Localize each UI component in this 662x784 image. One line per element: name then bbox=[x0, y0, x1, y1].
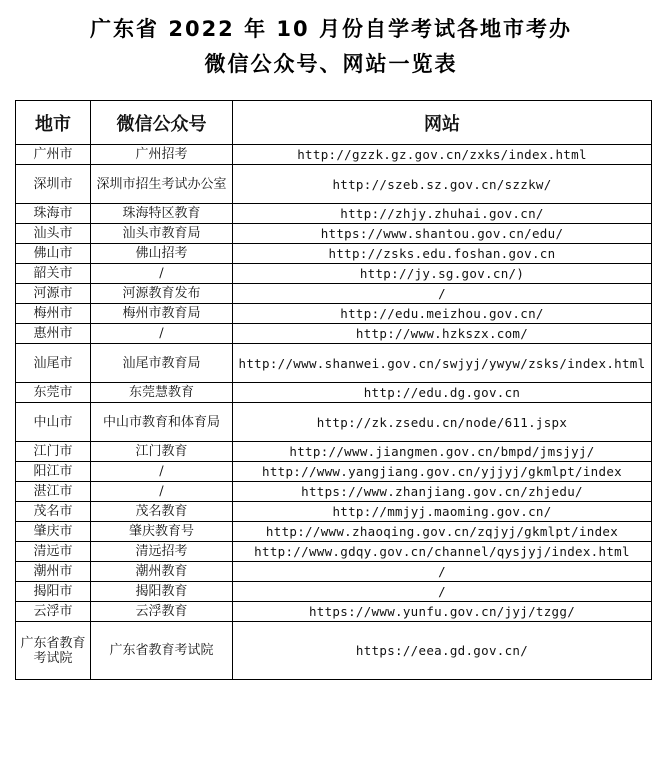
table-row bbox=[16, 284, 652, 304]
website-cell[interactable]: http://www.jiangmen.gov.cn/bmpd/jmsjyj/ bbox=[233, 442, 652, 462]
wechat-cell: 深圳市招生考试办公室 bbox=[91, 165, 233, 204]
wechat-cell: / bbox=[91, 324, 233, 344]
city-cell: 清远市 bbox=[16, 542, 91, 562]
city-cell: 湛江市 bbox=[16, 482, 91, 502]
wechat-cell: 河源教育发布 bbox=[91, 284, 233, 304]
website-cell: / bbox=[233, 284, 652, 304]
city-cell: 阳江市 bbox=[16, 462, 91, 482]
website-cell[interactable]: http://gzzk.gz.gov.cn/zxks/index.html bbox=[233, 145, 652, 165]
city-cell: 惠州市 bbox=[16, 324, 91, 344]
city-cell: 江门市 bbox=[16, 442, 91, 462]
table-row bbox=[16, 542, 652, 562]
title-line-1: 广东省 2022 年 10 月份自学考试各地市考办 bbox=[90, 17, 572, 41]
city-cell: 广东省教育考试院 bbox=[16, 622, 91, 680]
city-cell: 潮州市 bbox=[16, 562, 91, 582]
table-row bbox=[16, 462, 652, 482]
city-cell: 汕尾市 bbox=[16, 344, 91, 383]
wechat-cell: 广州招考 bbox=[91, 145, 233, 165]
website-cell: / bbox=[233, 582, 652, 602]
city-cell: 揭阳市 bbox=[16, 582, 91, 602]
table-row bbox=[16, 582, 652, 602]
table-row bbox=[16, 383, 652, 403]
wechat-cell: / bbox=[91, 462, 233, 482]
wechat-cell: 肇庆教育号 bbox=[91, 522, 233, 542]
city-cell: 东莞市 bbox=[16, 383, 91, 403]
website-cell[interactable]: http://www.yangjiang.gov.cn/yjjyj/gkmlpt/index bbox=[233, 462, 652, 482]
website-cell[interactable]: https://www.yunfu.gov.cn/jyj/tzgg/ bbox=[233, 602, 652, 622]
wechat-cell: 汕尾市教育局 bbox=[91, 344, 233, 383]
website-cell[interactable]: https://www.zhanjiang.gov.cn/zhjedu/ bbox=[233, 482, 652, 502]
website-cell[interactable]: http://zhjy.zhuhai.gov.cn/ bbox=[233, 204, 652, 224]
table-row bbox=[16, 562, 652, 582]
city-cell: 肇庆市 bbox=[16, 522, 91, 542]
website-cell[interactable]: http://www.hzkszx.com/ bbox=[233, 324, 652, 344]
table-row bbox=[16, 622, 652, 680]
wechat-cell: 江门教育 bbox=[91, 442, 233, 462]
header-wechat: 微信公众号 bbox=[91, 101, 233, 145]
table-row bbox=[16, 244, 652, 264]
wechat-cell: / bbox=[91, 264, 233, 284]
city-cell: 佛山市 bbox=[16, 244, 91, 264]
city-cell: 韶关市 bbox=[16, 264, 91, 284]
wechat-cell: 东莞慧教育 bbox=[91, 383, 233, 403]
website-cell[interactable]: http://edu.meizhou.gov.cn/ bbox=[233, 304, 652, 324]
header-city: 地市 bbox=[16, 101, 91, 145]
website-cell[interactable]: http://mmjyj.maoming.gov.cn/ bbox=[233, 502, 652, 522]
table-row bbox=[16, 224, 652, 244]
website-cell[interactable]: http://www.zhaoqing.gov.cn/zqjyj/gkmlpt/index bbox=[233, 522, 652, 542]
table-header-row bbox=[16, 101, 652, 145]
city-cell: 梅州市 bbox=[16, 304, 91, 324]
city-cell: 云浮市 bbox=[16, 602, 91, 622]
city-cell: 中山市 bbox=[16, 403, 91, 442]
city-cell: 广州市 bbox=[16, 145, 91, 165]
city-cell: 珠海市 bbox=[16, 204, 91, 224]
website-cell[interactable]: http://jy.sg.gov.cn/) bbox=[233, 264, 652, 284]
table-row bbox=[16, 204, 652, 224]
website-cell[interactable]: http://zsks.edu.foshan.gov.cn bbox=[233, 244, 652, 264]
wechat-cell: 佛山招考 bbox=[91, 244, 233, 264]
table-row bbox=[16, 522, 652, 542]
exam-office-table bbox=[15, 100, 652, 680]
city-cell: 茂名市 bbox=[16, 502, 91, 522]
table-row bbox=[16, 344, 652, 383]
wechat-cell: 揭阳教育 bbox=[91, 582, 233, 602]
city-cell: 河源市 bbox=[16, 284, 91, 304]
website-cell[interactable]: http://www.shanwei.gov.cn/swjyj/ywyw/zsks/index.html bbox=[233, 344, 652, 383]
wechat-cell: 潮州教育 bbox=[91, 562, 233, 582]
website-cell[interactable]: http://szeb.sz.gov.cn/szzkw/ bbox=[233, 165, 652, 204]
wechat-cell: 清远招考 bbox=[91, 542, 233, 562]
table-row bbox=[16, 502, 652, 522]
wechat-cell: 茂名教育 bbox=[91, 502, 233, 522]
city-cell: 汕头市 bbox=[16, 224, 91, 244]
website-cell: / bbox=[233, 562, 652, 582]
table-row bbox=[16, 324, 652, 344]
wechat-cell: 梅州市教育局 bbox=[91, 304, 233, 324]
title-line-2: 微信公众号、网站一览表 bbox=[204, 52, 458, 76]
wechat-cell: 云浮教育 bbox=[91, 602, 233, 622]
wechat-cell: 广东省教育考试院 bbox=[91, 622, 233, 680]
table-row bbox=[16, 145, 652, 165]
website-cell[interactable]: https://www.shantou.gov.cn/edu/ bbox=[233, 224, 652, 244]
wechat-cell: 汕头市教育局 bbox=[91, 224, 233, 244]
table-body bbox=[16, 145, 652, 680]
table-row bbox=[16, 304, 652, 324]
table-row bbox=[16, 482, 652, 502]
website-cell[interactable]: https://eea.gd.gov.cn/ bbox=[233, 622, 652, 680]
table-row bbox=[16, 165, 652, 204]
table-row bbox=[16, 403, 652, 442]
header-website: 网站 bbox=[233, 101, 652, 145]
wechat-cell: 珠海特区教育 bbox=[91, 204, 233, 224]
wechat-cell: 中山市教育和体育局 bbox=[91, 403, 233, 442]
table-row bbox=[16, 442, 652, 462]
website-cell[interactable]: http://www.gdqy.gov.cn/channel/qysjyj/index.html bbox=[233, 542, 652, 562]
table-row bbox=[16, 264, 652, 284]
table-row bbox=[16, 602, 652, 622]
website-cell[interactable]: http://zk.zsedu.cn/node/611.jspx bbox=[233, 403, 652, 442]
city-cell: 深圳市 bbox=[16, 165, 91, 204]
wechat-cell: / bbox=[91, 482, 233, 502]
website-cell[interactable]: http://edu.dg.gov.cn bbox=[233, 383, 652, 403]
